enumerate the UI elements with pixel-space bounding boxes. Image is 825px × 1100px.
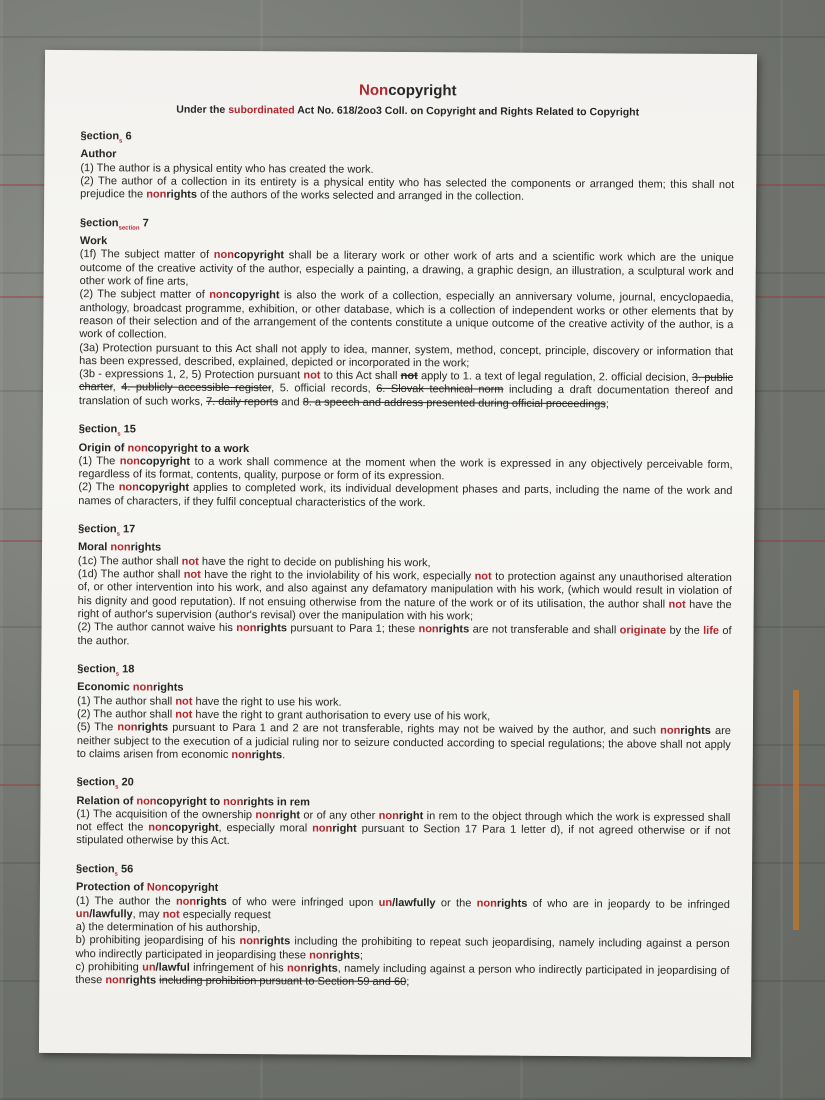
section-15 [78, 423, 733, 512]
paragraph: (1) The acquisition of the ownership nonright or of any other nonright in rem to the object through which the work is expressed shall not effect the noncopyright, especially moral nonright pursuant to Section 17 Para 1 letter d), if not agreed otherwise or if not stipulated otherwise by this Act. [76, 807, 731, 848]
paragraph: (1) The noncopyright to a work shall commence at the moment when the work is expressed in any objectively perceivable form, regardless of its format, contents, quality, purpose or form of its expression. [78, 454, 733, 483]
section-title: Protection of Noncopyright [75, 881, 219, 895]
section-title: Economic nonrights [77, 681, 184, 695]
paragraph: (1f) The subject matter of noncopyright shall be a literary work or other work of arts and a scientific work which are the unique outcome of the creative activity of the author, especially a painting, a drawing, a graphic design, an illustration, a sculptural work and other work of fine arts, [79, 248, 734, 288]
section-title: Work [79, 235, 108, 248]
paragraph: (3a) Protection pursuant to this Act shall not apply to idea, manner, system, method, concept, principle, discovery or information that has been expressed, described, explained, depicted or incorporated in the work; [79, 341, 734, 370]
section-title: Relation of noncopyright to nonrights in rem [76, 794, 310, 809]
section-56 [75, 863, 730, 992]
section-heading: §ection$_s$ 18 [77, 662, 135, 678]
paragraph: (2) The subject matter of noncopyright is also the work of a collection, especially an anniversary volume, journal, encyclopaedia, anthology, broadcast programme, exhibition, or other database, which is a collection of independent works or other elements that by reason of their selection and of the arrangement of the contents constitute a unique outcome of the creative activity of the author, is a work of collection. [79, 288, 734, 341]
section-heading: §ection$_{section}$ 7 [79, 216, 149, 232]
section-7 [79, 217, 734, 412]
section-6 [80, 130, 734, 206]
paragraph: (1c) The author shall not have the right to decide on publishing his work, [77, 554, 431, 569]
paragraph: a) the determination of his authorship, [75, 921, 261, 935]
paragraph: (3b - expressions 1, 2, 5) Protection pursuant not to this Act shall not apply to 1. a text of legal regulation, 2. official decision, 3. public charter, 4. publicly accessible register, 5. official records, 6. Slovak technical norm including a draft documentation thereof and translation of such works, 7. daily reports and 8. a speech and address presented during official proceedings; [78, 368, 734, 411]
section-title: Moral nonrights [77, 541, 162, 555]
paragraph: (1) The author the nonrights of who were infringed upon un/lawfully or the nonrights of who are in jeopardy to be infringed un/lawfully, may not especially request [75, 894, 730, 922]
section-18 [77, 663, 732, 765]
section-title: Origin of noncopyright to a work [78, 441, 250, 455]
paragraph: (2) The author shall not have the right to grant authorisation to every use of his work, [76, 707, 491, 723]
paragraph: (1) The author shall not have the right to use his work. [77, 694, 342, 709]
section-20 [76, 776, 730, 852]
section-heading: §ection$_s$ 17 [78, 523, 136, 538]
section-heading: §ection$_s$ 6 [80, 130, 132, 145]
section-heading: §ection$_s$ 56 [76, 862, 134, 878]
paragraph: c) prohibiting un/lawful infringement of his nonrights, namely including against a person who indirectly participated in jeopardising of these nonrights including prohibition pursuant to Section 59 and 60; [75, 961, 730, 989]
section-heading: §ection$_s$ 15 [78, 423, 136, 438]
poster-title: Noncopyright [359, 81, 457, 100]
paragraph: (2) The noncopyright applies to completed work, its individual development phases and parts, including the name of the work and names of characters, if they fulfil conceptual characteristics of the work. [78, 481, 733, 509]
section-heading: §ection$_s$ 20 [76, 776, 134, 791]
paragraph: (2) The author cannot waive his nonrights pursuant to Para 1; these nonrights are not transferable and shall originate by the life of the author. [77, 621, 732, 647]
paragraph: (5) The nonrights pursuant to Para 1 and 2 are not transferable, rights may not be waived by the author, and such nonrights are neither subject to the execution of a judicial ruling nor to seizure conducted according to special regulations; the above shall not apply to claims arisen from economic nonrights. [76, 721, 731, 762]
paragraph: (2) The author of a collection in its entirety is a physical entity who has selected the components or arranged them; this shall not prejudice the nonrights of the authors of the works selected and arranged in the collection. [80, 175, 735, 204]
paragraph: (1) The author is a physical entity who has created the work. [80, 161, 374, 176]
orange-cable [793, 690, 799, 930]
poster [39, 50, 757, 1057]
paragraph: (1d) The author shall not have the right to the inviolability of his work, especially not to protection against any unauthorised alteration of, or other intervention into his work, and also against any defamatory manipulation with his work, (which would result in violation of his dignity and good reputation). If not ensuing otherwise from the nature of the work or of its utilisation, the author shall not have the right of author's supervision (author's revisal) over the manipulation with his work; [77, 568, 732, 623]
poster-subtitle: Under the subordinated Act No. 618/2oo3 Coll. on Copyright and Rights Related to Copyright [176, 103, 640, 119]
section-17 [77, 523, 732, 652]
paragraph: b) prohibiting jeopardising of his nonrights including the prohibiting to repeat such jeopardising, namely including against a person who indirectly participated in jeopardising these nonrights; [75, 934, 730, 962]
section-title: Author [80, 148, 117, 161]
